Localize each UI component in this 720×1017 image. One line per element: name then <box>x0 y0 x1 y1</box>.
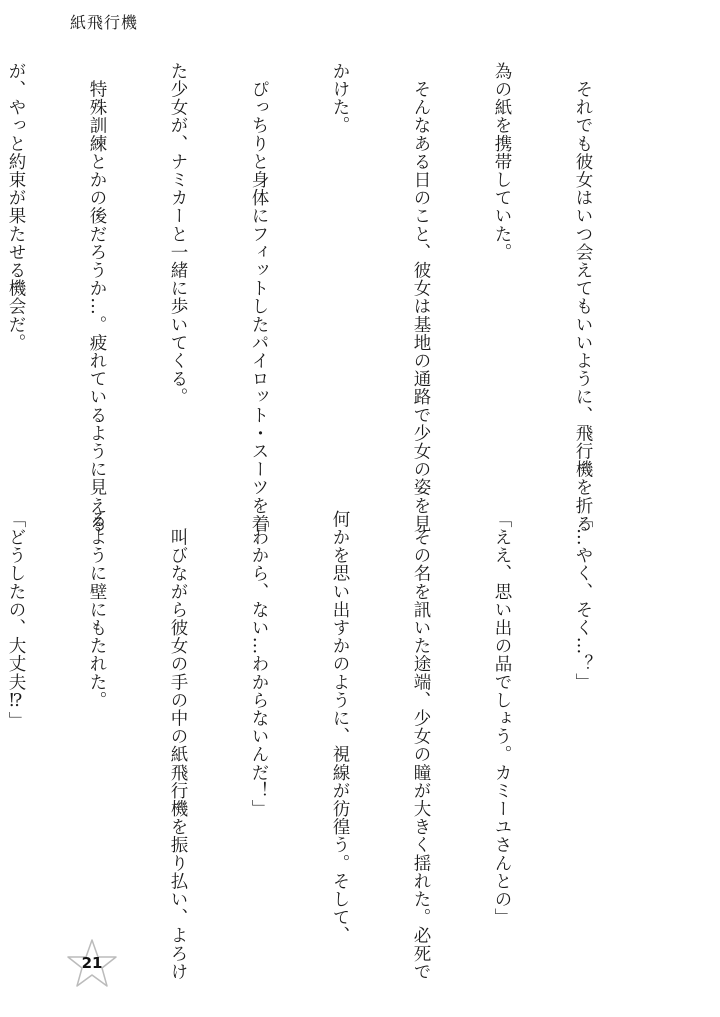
text-line: 叫びながら彼女の手の中の紙飛行機を振り払い、よろけ <box>168 510 188 981</box>
text-line: 「わから、ない…わからないんだ！」 <box>249 510 269 818</box>
text-line: 何かを思い出すかのように、視線が彷徨う。そして、 <box>330 510 350 945</box>
text-line: 特殊訓練とかの後だろうか…。疲れているように見える <box>87 62 107 533</box>
page-number: 21 <box>81 954 103 972</box>
text-line: 「どうしたの、大丈夫⁉」 <box>6 510 26 730</box>
text-line: そんなある日のこと、彼女は基地の通路で少女の姿を見 <box>411 62 431 533</box>
text-line: それでも彼女はいつ会えてもいいように、飛行機を折る <box>573 62 593 533</box>
text-block-top <box>6 62 650 533</box>
text-line: た少女が、ナミカーと一緒に歩いてくる。 <box>168 62 188 406</box>
page-title: 紙飛行機 <box>70 13 139 32</box>
page-folio <box>66 938 118 990</box>
text-line: 「…やく、そく…？」 <box>573 510 593 691</box>
text-line: ぴっちりと身体にフィットしたパイロット・スーツを着 <box>249 62 269 533</box>
text-line: るように壁にもたれた。 <box>87 510 107 710</box>
text-line: かけた。 <box>330 62 350 135</box>
text-line: その名を訊いた途端、少女の瞳が大きく揺れた。必死で <box>411 510 431 981</box>
text-line: が、やっと約束が果たせる機会だ。 <box>6 62 26 352</box>
text-line: 「ええ、思い出の品でしょう。カミーユさんとの」 <box>492 510 512 927</box>
text-line: 為の紙を携帯していた。 <box>492 62 512 262</box>
